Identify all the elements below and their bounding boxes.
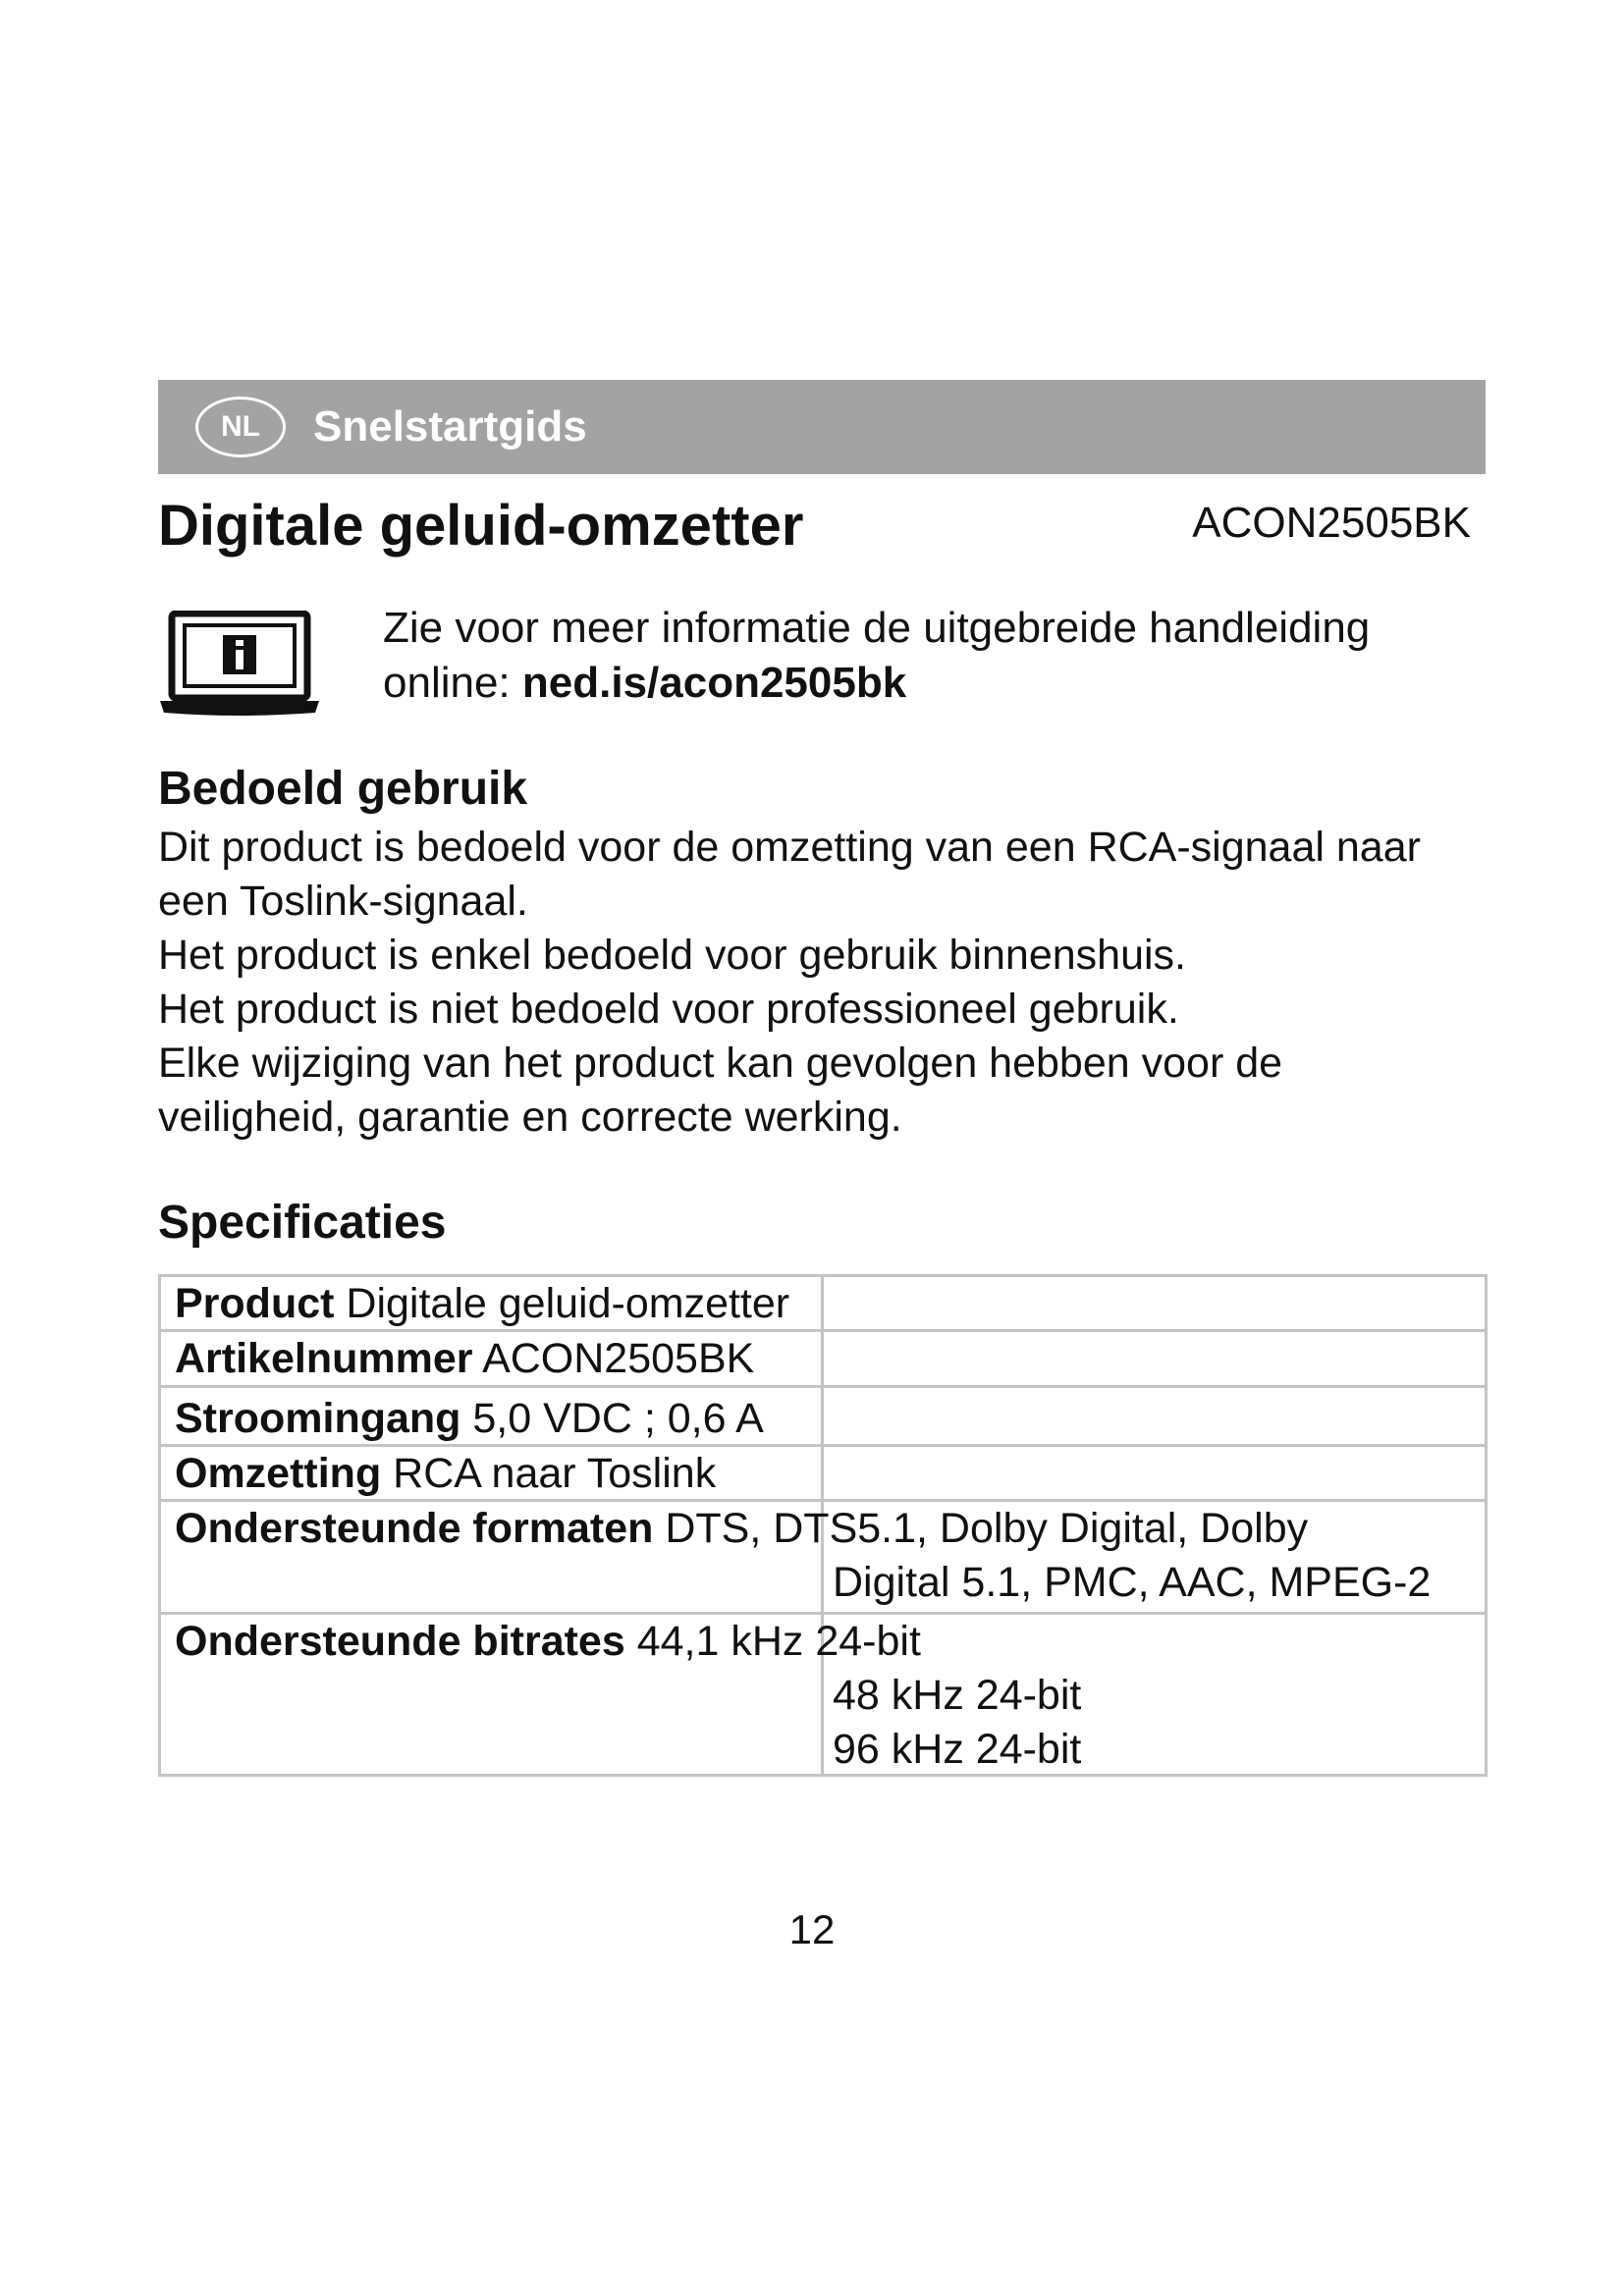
spec-label: Product xyxy=(175,1280,335,1327)
info-text xyxy=(383,601,1370,711)
intended-use-line: Elke wijziging van het product kan gevolgen hebben voor de xyxy=(158,1040,1283,1087)
table-row xyxy=(161,1447,1485,1502)
intended-use-line: een Toslink-signaal. xyxy=(158,878,528,925)
info-line-1: Zie voor meer informatie de uitgebreide handleiding xyxy=(383,604,1371,652)
intended-use-line: veiligheid, garantie en correcte werking. xyxy=(158,1094,902,1141)
spec-label: Stroomingang xyxy=(175,1395,461,1442)
spec-value-continued: 48 kHz 24-bit xyxy=(833,1672,1082,1719)
spec-value-continued: Digital 5.1, PMC, AAC, MPEG-2 xyxy=(833,1559,1432,1606)
band-title: Snelstartgids xyxy=(313,402,587,451)
spec-label: Ondersteunde formaten xyxy=(175,1505,654,1552)
product-title: Digitale geluid-omzetter xyxy=(158,494,804,558)
table-row xyxy=(161,1277,1485,1332)
spec-label: Omzetting xyxy=(175,1450,382,1497)
spec-label: Ondersteunde bitrates xyxy=(175,1618,625,1665)
spec-value: Digitale geluid-omzetter xyxy=(346,1280,790,1327)
info-online-label: online: xyxy=(383,659,522,707)
table-row xyxy=(161,1388,1485,1447)
manual-link[interactable]: ned.is/acon2505bk xyxy=(521,659,907,707)
intended-use-line: Dit product is bedoeld voor de omzetting van een RCA-signaal naar xyxy=(158,824,1421,871)
header-band xyxy=(158,380,1486,474)
laptop-info-icon xyxy=(158,611,321,721)
intended-use-heading: Bedoeld gebruik xyxy=(158,763,528,815)
spec-label: Artikelnummer xyxy=(175,1335,473,1382)
spec-value: 5,0 VDC ; 0,6 A xyxy=(472,1395,764,1442)
spec-value: 44,1 kHz 24-bit xyxy=(636,1618,921,1665)
specs-heading: Specificaties xyxy=(158,1197,447,1249)
intended-use-text xyxy=(158,821,1493,1145)
table-row xyxy=(161,1615,1485,1780)
page-number: 12 xyxy=(788,1906,836,1952)
table-row xyxy=(161,1502,1485,1615)
spec-value-continued: 96 kHz 24-bit xyxy=(833,1726,1082,1773)
intended-use-line: Het product is niet bedoeld voor professioneel gebruik. xyxy=(158,986,1179,1033)
spec-value: DTS, DTS5.1, Dolby Digital, Dolby xyxy=(665,1505,1309,1552)
intended-use-line: Het product is enkel bedoeld voor gebruik binnenshuis. xyxy=(158,932,1186,979)
model-number: ACON2505BK xyxy=(1192,499,1471,547)
spec-value: ACON2505BK xyxy=(482,1335,755,1382)
language-badge: NL xyxy=(195,397,286,457)
spec-value: RCA naar Toslink xyxy=(393,1450,717,1497)
specs-table xyxy=(158,1274,1488,1777)
table-row xyxy=(161,1332,1485,1388)
info-line-2 xyxy=(383,656,1370,711)
